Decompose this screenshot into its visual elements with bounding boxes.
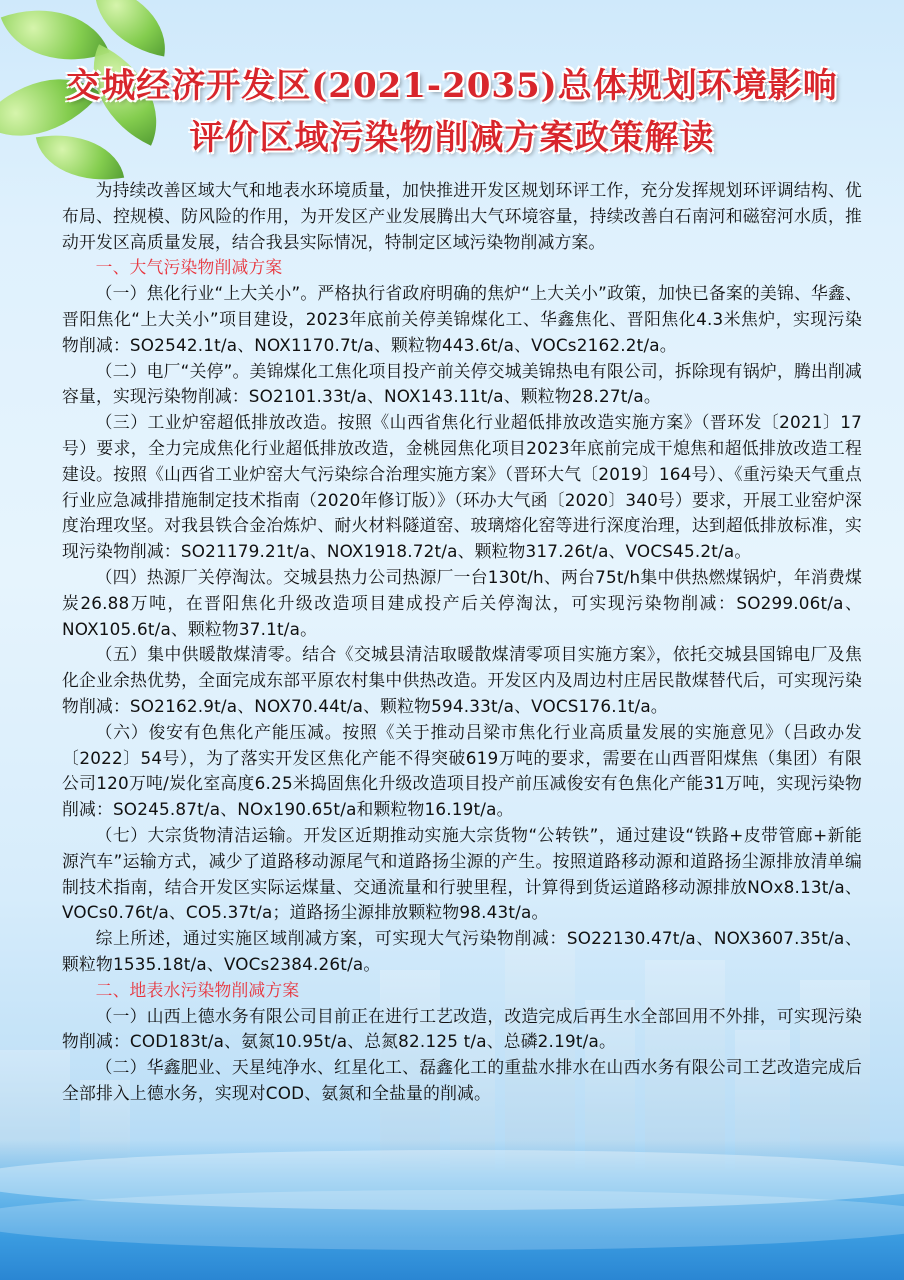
poster-title-line2: 评价区域污染物削减方案政策解读 <box>189 118 715 158</box>
policy-content <box>62 178 862 1107</box>
air-item-2: （二）电厂“关停”。美锦煤化工焦化项目投产前关停交城美锦热电有限公司，拆除现有锅炉，腾出削减容量，实现污染物削减：SO2101.33t/a、NOX143.11t/a、颗粒物28.27t/a。 <box>62 360 862 407</box>
air-item-7: （七）大宗货物清洁运输。开发区近期推动实施大宗货物“公转铁”，通过建设“铁路+皮带管廊+新能源汽车”运输方式，减少了道路移动源尾气和道路扬尘源的产生。按照道路移动源和道路扬尘源排放清单编制技术指南，结合开发区实际运煤量、交通流量和行驶里程，计算得到货运道路移动源排放NOx8.13t/a、VOCs0.76t/a、CO5.37t/a；道路扬尘源排放颗粒物98.43t/a。 <box>62 824 862 923</box>
section-heading-air: 一、大气污染物削减方案 <box>95 257 283 278</box>
air-item-6: （六）俊安有色焦化产能压减。按照《关于推动吕梁市焦化行业高质量发展的实施意见》（吕政办发〔2022〕54号），为了落实开发区焦化产能不得突破619万吨的要求，需要在山西晋阳煤焦（集团）有限公司120万吨/炭化室高度6.25米捣固焦化升级改造项目投产前压减俊安有色焦化产能31万吨，实现污染物削减：SO245.87t/a、NOx190.65t/a和颗粒物16.19t/a。 <box>62 721 862 820</box>
section-heading-water: 二、地表水污染物削减方案 <box>95 979 300 1000</box>
water-item-1: （一）山西上德水务有限公司目前正在进行工艺改造，改造完成后再生水全部回用不外排，可实现污染物削减：COD183t/a、氨氮10.95t/a、总氮82.125 t/a、总磷2.19t/a。 <box>62 1005 862 1052</box>
water-wave-decoration <box>0 1140 904 1280</box>
water-item-2: （二）华鑫肥业、天星纯净水、红星化工、磊鑫化工的重盐水排水在山西水务有限公司工艺改造完成后全部排入上德水务，实现对COD、氨氮和全盐量的削减。 <box>62 1057 862 1103</box>
air-item-4: （四）热源厂关停淘汰。交城县热力公司热源厂一台130t/h、两台75t/h集中供热燃煤锅炉，年消费煤炭26.88万吨，在晋阳焦化升级改造项目建成投产后关停淘汰，可实现污染物削减：SO299.06t/a、NOX105.6t/a、颗粒物37.1t/a。 <box>62 566 862 639</box>
air-summary: 综上所述，通过实施区域削减方案，可实现大气污染物削减：SO22130.47t/a、NOX3607.35t/a、颗粒物1535.18t/a、VOCs2384.26t/a。 <box>62 928 862 974</box>
air-item-5: （五）集中供暖散煤清零。结合《交城县清洁取暖散煤清零项目实施方案》，依托交城县国锦电厂及焦化企业余热优势，全面完成东部平原农村集中供热改造。开发区内及周边村庄居民散煤替代后，可实现污染物削减：SO2162.9t/a、NOX70.44t/a、颗粒物594.33t/a、VOCS176.1t/a。 <box>62 644 862 716</box>
poster-title-line1: 交城经济开发区(2021-2035)总体规划环境影响 <box>66 66 838 106</box>
air-item-3: （三）工业炉窑超低排放改造。按照《山西省焦化行业超低排放改造实施方案》（晋环发〔2021〕17号）要求，全力完成焦化行业超低排放改造，金桃园焦化项目2023年底前完成干熄焦和超低排放改造工程建设。按照《山西省工业炉窑大气污染综合治理实施方案》（晋环大气〔2019〕164号）、《重污染天气重点行业应急减排措施制定技术指南（2020年修订版）》（环办大气函〔2020〕340号）要求，开展工业窑炉深度治理攻坚。对我县铁合金冶炼炉、耐火材料隧道窑、玻璃熔化窑等进行深度治理，达到超低排放标准，实现污染物削减：SO21179.21t/a、NOX1918.72t/a、颗粒物317.26t/a、VOCS45.2t/a。 <box>62 412 862 562</box>
intro-paragraph: 为持续改善区域大气和地表水环境质量，加快推进开发区规划环评工作，充分发挥规划环评调结构、优布局、控规模、防风险的作用，为开发区产业发展腾出大气环境容量，持续改善白石南河和磁窑河水质，推动开发区高质量发展，结合我县实际情况，特制定区域污染物削减方案。 <box>62 180 862 252</box>
air-item-1: （一）焦化行业“上大关小”。严格执行省政府明确的焦炉“上大关小”政策，加快已备案的美锦、华鑫、晋阳焦化“上大关小”项目建设，2023年底前关停美锦煤化工、华鑫焦化、晋阳焦化4.3米焦炉，实现污染物削减：SO2542.1t/a、NOX1170.7t/a、颗粒物443.6t/a、VOCs2162.2t/a。 <box>62 283 862 355</box>
